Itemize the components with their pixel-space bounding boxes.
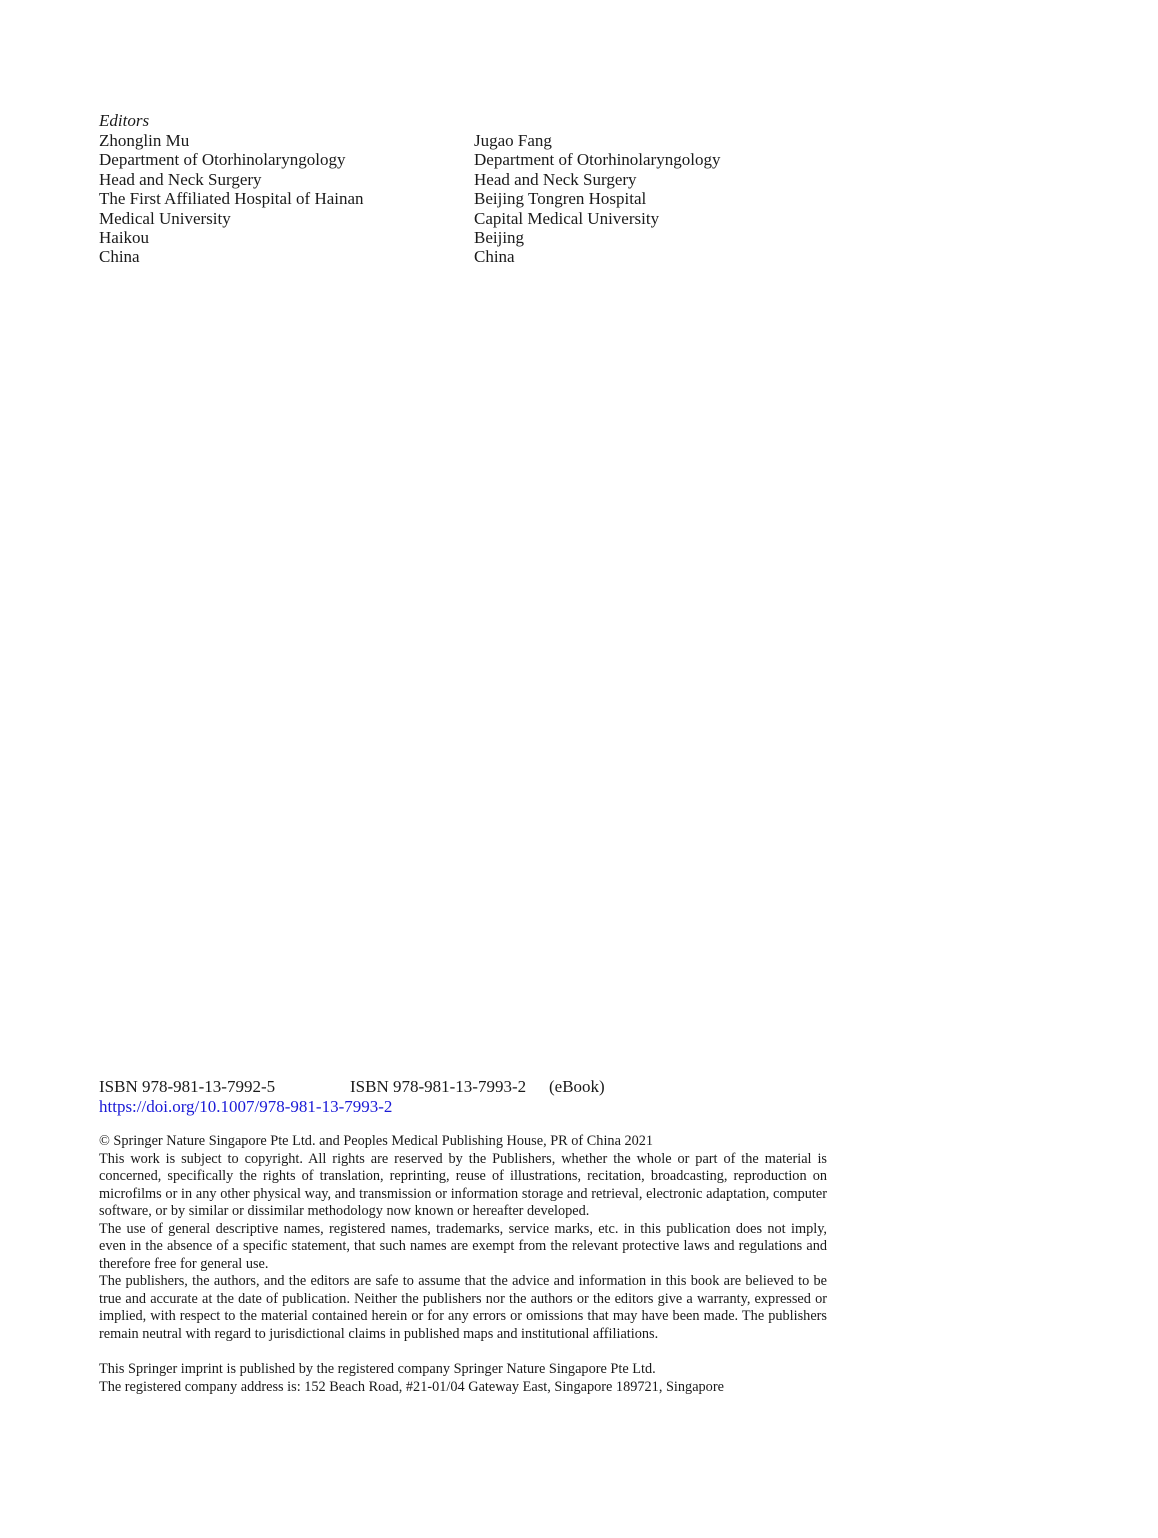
editor-block — [474, 131, 720, 267]
editor-affiliation-line: Department of Otorhinolaryngology — [474, 150, 721, 170]
legal-paragraph: The use of general descriptive names, registered names, trademarks, service marks, etc. in this publication does not imply, even in the absence of a specific statement, that such names are exempt from the relevant protective laws and regulations and therefore free for general use. — [99, 1220, 827, 1272]
editor-country: China — [474, 247, 515, 267]
editor-affiliation-line: Beijing Tongren Hospital — [474, 189, 647, 209]
editor-city: Haikou — [99, 228, 150, 248]
editor-affiliation-line: Medical University — [99, 208, 231, 228]
legal-paragraph: The publishers, the authors, and the editors are safe to assume that the advice and information in this book are believed to be true and accurate at the date of publication. Neither the publishers nor the authors or the editors give a warranty, expressed or implied, with respect to the material contained herein or for any errors or omissions that may have been made. The publishers remain neutral with regard to jurisdictional claims in published maps and institutional affiliations. — [99, 1273, 827, 1342]
editor-affiliation-line: Head and Neck Surgery — [474, 169, 637, 189]
copyright-notice — [99, 1133, 827, 1343]
imprint-notice — [99, 1361, 724, 1396]
editors-heading: Editors — [99, 111, 150, 130]
copyright-line: © Springer Nature Singapore Pte Ltd. and Peoples Medical Publishing House, PR of China 2021 — [99, 1133, 654, 1149]
imprint-line: This Springer imprint is published by the registered company Springer Nature Singapore Pte Ltd. — [99, 1361, 656, 1377]
isbn-ebook: ISBN 978-981-13-7993-2 — [350, 1077, 527, 1096]
editor-affiliation-line: The First Affiliated Hospital of Hainan — [99, 189, 364, 209]
isbn-print: ISBN 978-981-13-7992-5 — [99, 1077, 276, 1096]
doi-link[interactable]: https://doi.org/10.1007/978-981-13-7993-2 — [99, 1097, 393, 1116]
isbn-row — [99, 1077, 605, 1096]
editor-affiliation-line: Capital Medical University — [474, 208, 660, 228]
imprint-address: The registered company address is: 152 Beach Road, #21-01/04 Gateway East, Singapore 189721, Singapore — [99, 1378, 724, 1395]
editor-name: Jugao Fang — [474, 131, 552, 150]
editor-city: Beijing — [474, 228, 525, 248]
editor-country: China — [99, 247, 140, 267]
isbn-ebook-note: (eBook) — [549, 1077, 605, 1096]
legal-paragraph: This work is subject to copyright. All rights are reserved by the Publishers, whether the whole or part of the material is concerned, specifically the rights of translation, reprinting, reuse of illustrations, recitation, broadcasting, reproduction on microfilms or in any other physical way, and transmission or information storage and retrieval, electronic adaptation, computer software, or by similar or dissimilar methodology now known or hereafter developed. — [99, 1150, 827, 1219]
editor-affiliation-line: Department of Otorhinolaryngology — [99, 150, 346, 170]
editor-affiliation-line: Head and Neck Surgery — [99, 169, 262, 189]
editor-block — [99, 131, 364, 267]
editor-name: Zhonglin Mu — [99, 131, 190, 150]
